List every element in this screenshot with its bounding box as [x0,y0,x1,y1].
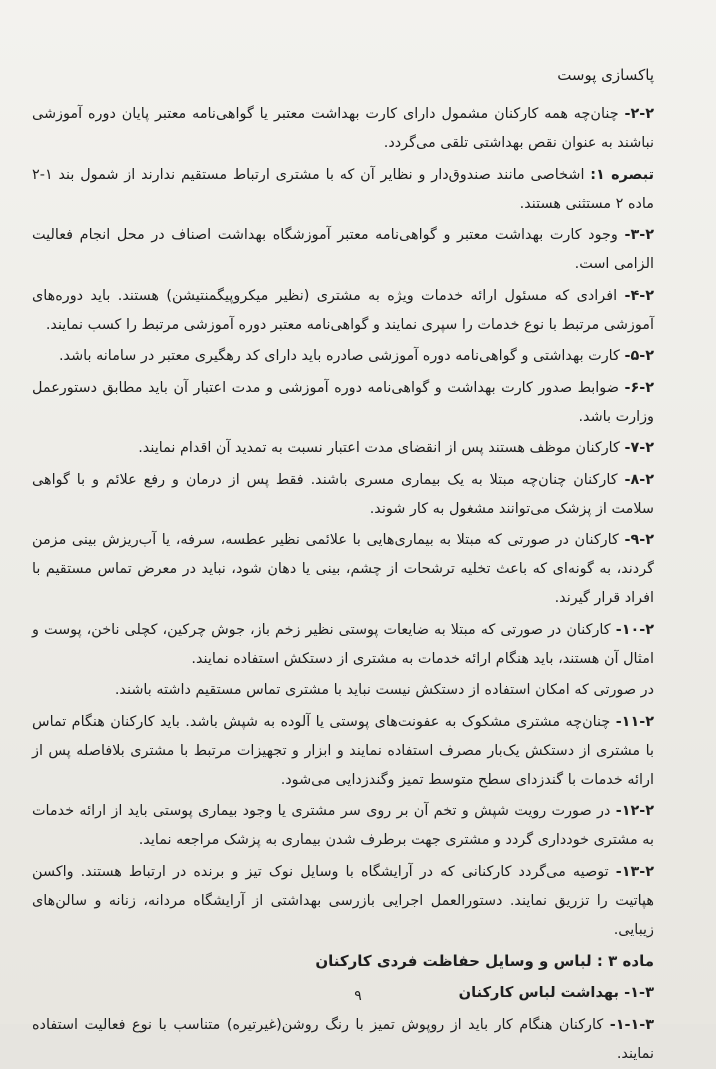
item-number: ۳-۲- [624,227,654,243]
item-number: ۸-۲- [624,471,654,488]
list-item-2-12 [32,797,654,855]
item-text: چنان‌چه مشتری مشکوک به عفونت‌های پوستی یا آلوده به شپش باشد. باید کارکنان هنگام تماس با مشتری از دستکش یک‌بار مصرف استفاده نمایند و ابزار و تجهیزات مرتبط با مشتری بلافاصله پس از ارائه خدمات با گندزدای سطح متوسط تمیز وگندزدایی می‌شود. [32,713,654,788]
item-number: ۱۲-۲- [615,803,655,819]
item-number: ۲-۲- [624,106,655,122]
item-text: ضوابط صدور کارت بهداشت و گواهی‌نامه دوره آموزشی و مدت اعتبار آن باید مطابق دستورعمل وزارت باشد. [32,379,654,425]
page-number: ۹ [354,988,362,1004]
note-label: تبصره ۱: [590,166,655,183]
item-text: در صورتی که امکان استفاده از دستکش نیست نباید با مشتری تماس مستقیم داشته باشند. [114,682,654,698]
item-text: در صورت رویت شپش و تخم آن بر روی سر مشتری یا وجود بیماری پوستی باید از ارائه خدمات به مشتری خودداری گردد و مشتری جهت برطرف شدن بیماری به پزشک مراجعه نماید. [32,803,654,848]
list-item-2-5 [32,342,654,371]
page-header: پاکسازی پوست [557,66,654,84]
item-text: کارکنان موظف هستند پس از انقضای مدت اعتبار نسبت به تمدید آن اقدام نمایند. [138,440,620,456]
item-number: ۱۱-۲- [615,713,654,730]
list-item-3-1-1 [32,1011,654,1069]
item-number: ۴-۲- [624,287,654,304]
list-item-2-9 [32,526,654,613]
list-item-2-13 [32,858,654,945]
list-item-2-2 [32,100,654,158]
item-number: ۵-۲- [624,348,654,364]
item-text: افرادی که مسئول ارائه خدمات ویژه به مشتری (نظیر میکروپیگمنتیشن) هستند. باید دوره‌های آموزشی مرتبط با نوع خدمات را سپری نمایند و گواهی‌نامه معتبر دوره آموزشی مرتبط را کسب نمایند. [32,287,654,333]
item-text: کارت بهداشتی و گواهی‌نامه دوره آموزشی صادره باید دارای کد رهگیری معتبر در سامانه باشد. [58,348,620,364]
section-heading: ماده ۳ : لباس و وسایل حفاظت فردی کارکنان [315,952,654,970]
note-1 [32,161,654,219]
list-item-2-7 [32,434,654,463]
list-item-2-11 [32,708,654,795]
item-text: کارکنان در صورتی که مبتلا به ضایعات پوستی نظیر زخم باز، جوش چرکین، کچلی ناخن، پوست و امثال آن هستند، باید هنگام ارائه خدمات به مشتری از دستکش استفاده نمایند. [32,621,654,667]
list-item-2-10 [32,616,654,674]
item-text: کارکنان چنان‌چه مبتلا به یک بیماری مسری باشند. فقط پس از درمان و رفع علائم و با گواهی سلامت از پزشک می‌توانند مشغول به کار شوند. [32,471,654,517]
item-text: توصیه می‌گردد کارکنانی که در آرایشگاه با وسایل نوک تیز و برنده در ارتباط هستند. واکسن هپاتیت را تزریق نمایند. دستورالعمل اجرایی بازرسی بهداشتی از آرایشگاه مردانه، زنانه و سالن‌های زیبایی. [32,863,654,938]
note-text: اشخاصی مانند صندوق‌دار و نظایر آن که با مشتری ارتباط مستقیم ندارند از شمول بند ۱-۲ ماده ۲ مستثنی هستند. [32,166,654,212]
item-number: ۹-۲- [624,532,654,548]
item-number: ۷-۲- [624,440,654,456]
item-text: کارکنان هنگام کار باید از روپوش تمیز با رنگ روشن(غیرتیره) متناسب با نوع فعالیت استفاده نمایند. [32,1017,654,1062]
list-item-2-3 [32,221,654,279]
list-item-2-8 [32,466,654,524]
item-text: کارکنان در صورتی که مبتلا به بیماری‌هایی با علائمی نظیر عطسه، سرفه، یا آب‌ریزش بینی مزمن گردند، به گونه‌ای که باعث تخلیه ترشحات از چشم، بینی یا دهان شود، نباید در معرض تماس مستقیم با افراد قرار گیرند. [32,532,654,606]
item-text: چنان‌چه همه کارکنان مشمول دارای کارت بهداشت معتبر یا گواهی‌نامه معتبر پایان دوره آموزشی نباشند به عنوان نقص بهداشتی تلقی می‌گردد. [32,106,654,151]
item-text: وجود کارت بهداشت معتبر و گواهی‌نامه معتبر آموزشگاه بهداشت اصناف در محل انجام فعالیت الزامی است. [32,227,654,272]
list-item-2-4 [32,282,654,340]
item-number: ۶-۲- [624,379,654,396]
subsection-heading: ۱-۳- بهداشت لباس کارکنان [458,984,654,1001]
list-item-2-6 [32,374,654,432]
item-number: ۱۰-۲- [615,621,655,638]
item-number: ۱-۱-۳- [609,1017,654,1033]
list-item-2-10-continued [32,676,654,705]
item-number: ۱۳-۲- [615,863,655,880]
